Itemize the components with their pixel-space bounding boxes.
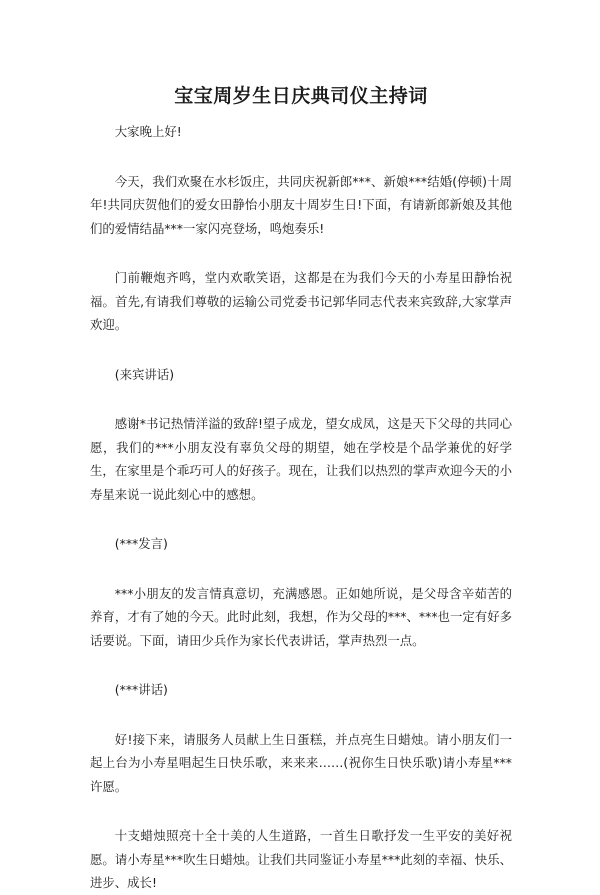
paragraph-opening: 今天，我们欢聚在水杉饭庄，共同庆祝新郎***、新娘***结婚(停顿)十周年!共同庆贺他们的爱女田静怡小朋友十周岁生日!下面，有请新郎新娘及其他们的爱情结晶***一家闪亮登场，鸣炮奏乐! — [90, 173, 512, 236]
paragraph-blessing: 门前鞭炮齐鸣，堂内欢歌笑语，这都是在为我们今天的小寿星田静怡祝福。首先,有请我们尊敬的运输公司党委书记郭华同志代表来宾致辞,大家掌声欢迎。 — [90, 270, 512, 332]
stage-note-child-speech: (***发言) — [114, 536, 168, 551]
stage-note-guest-speech: (来宾讲话) — [114, 366, 175, 382]
greeting-paragraph: 大家晚上好! — [114, 124, 182, 139]
paragraph-parents: ***小朋友的发言情真意切，充满感恩。正如她所说，是父母含辛茹苦的养育，才有了她的今天。此时此刻，我想，作为父母的***、***也一定有好多话要说。下面，请田少兵作为家长代表讲话，掌声热烈一点。 — [90, 585, 512, 648]
paragraph-thanks: 感谢*书记热情洋溢的致辞!望子成龙，望女成凤，这是天下父母的共同心愿，我们的***小朋友没有辜负父母的期望，她在学校是个品学兼优的好学生，在家里是个乖巧可人的好孩子。现在，让我们以热烈的掌声欢迎今天的小寿星来说一说此刻心中的感想。 — [90, 416, 512, 502]
document-title: 宝宝周岁生日庆典司仪主持词 — [174, 85, 428, 107]
stage-note-parent-speech: (***讲话) — [114, 682, 168, 697]
paragraph-candles: 十支蜡烛照亮十全十美的人生道路，一首生日歌抒发一生平安的美好祝愿。请小寿星***吹生日蜡烛。让我们共同鉴证小寿星***此刻的幸福、快乐、进步、成长! — [90, 828, 512, 890]
paragraph-cake: 好!接下来，请服务人员献上生日蛋糕，并点亮生日蜡烛。请小朋友们一起上台为小寿星唱起生日快乐歌，来来来……(祝你生日快乐歌)请小寿星***许愿。 — [90, 731, 512, 794]
